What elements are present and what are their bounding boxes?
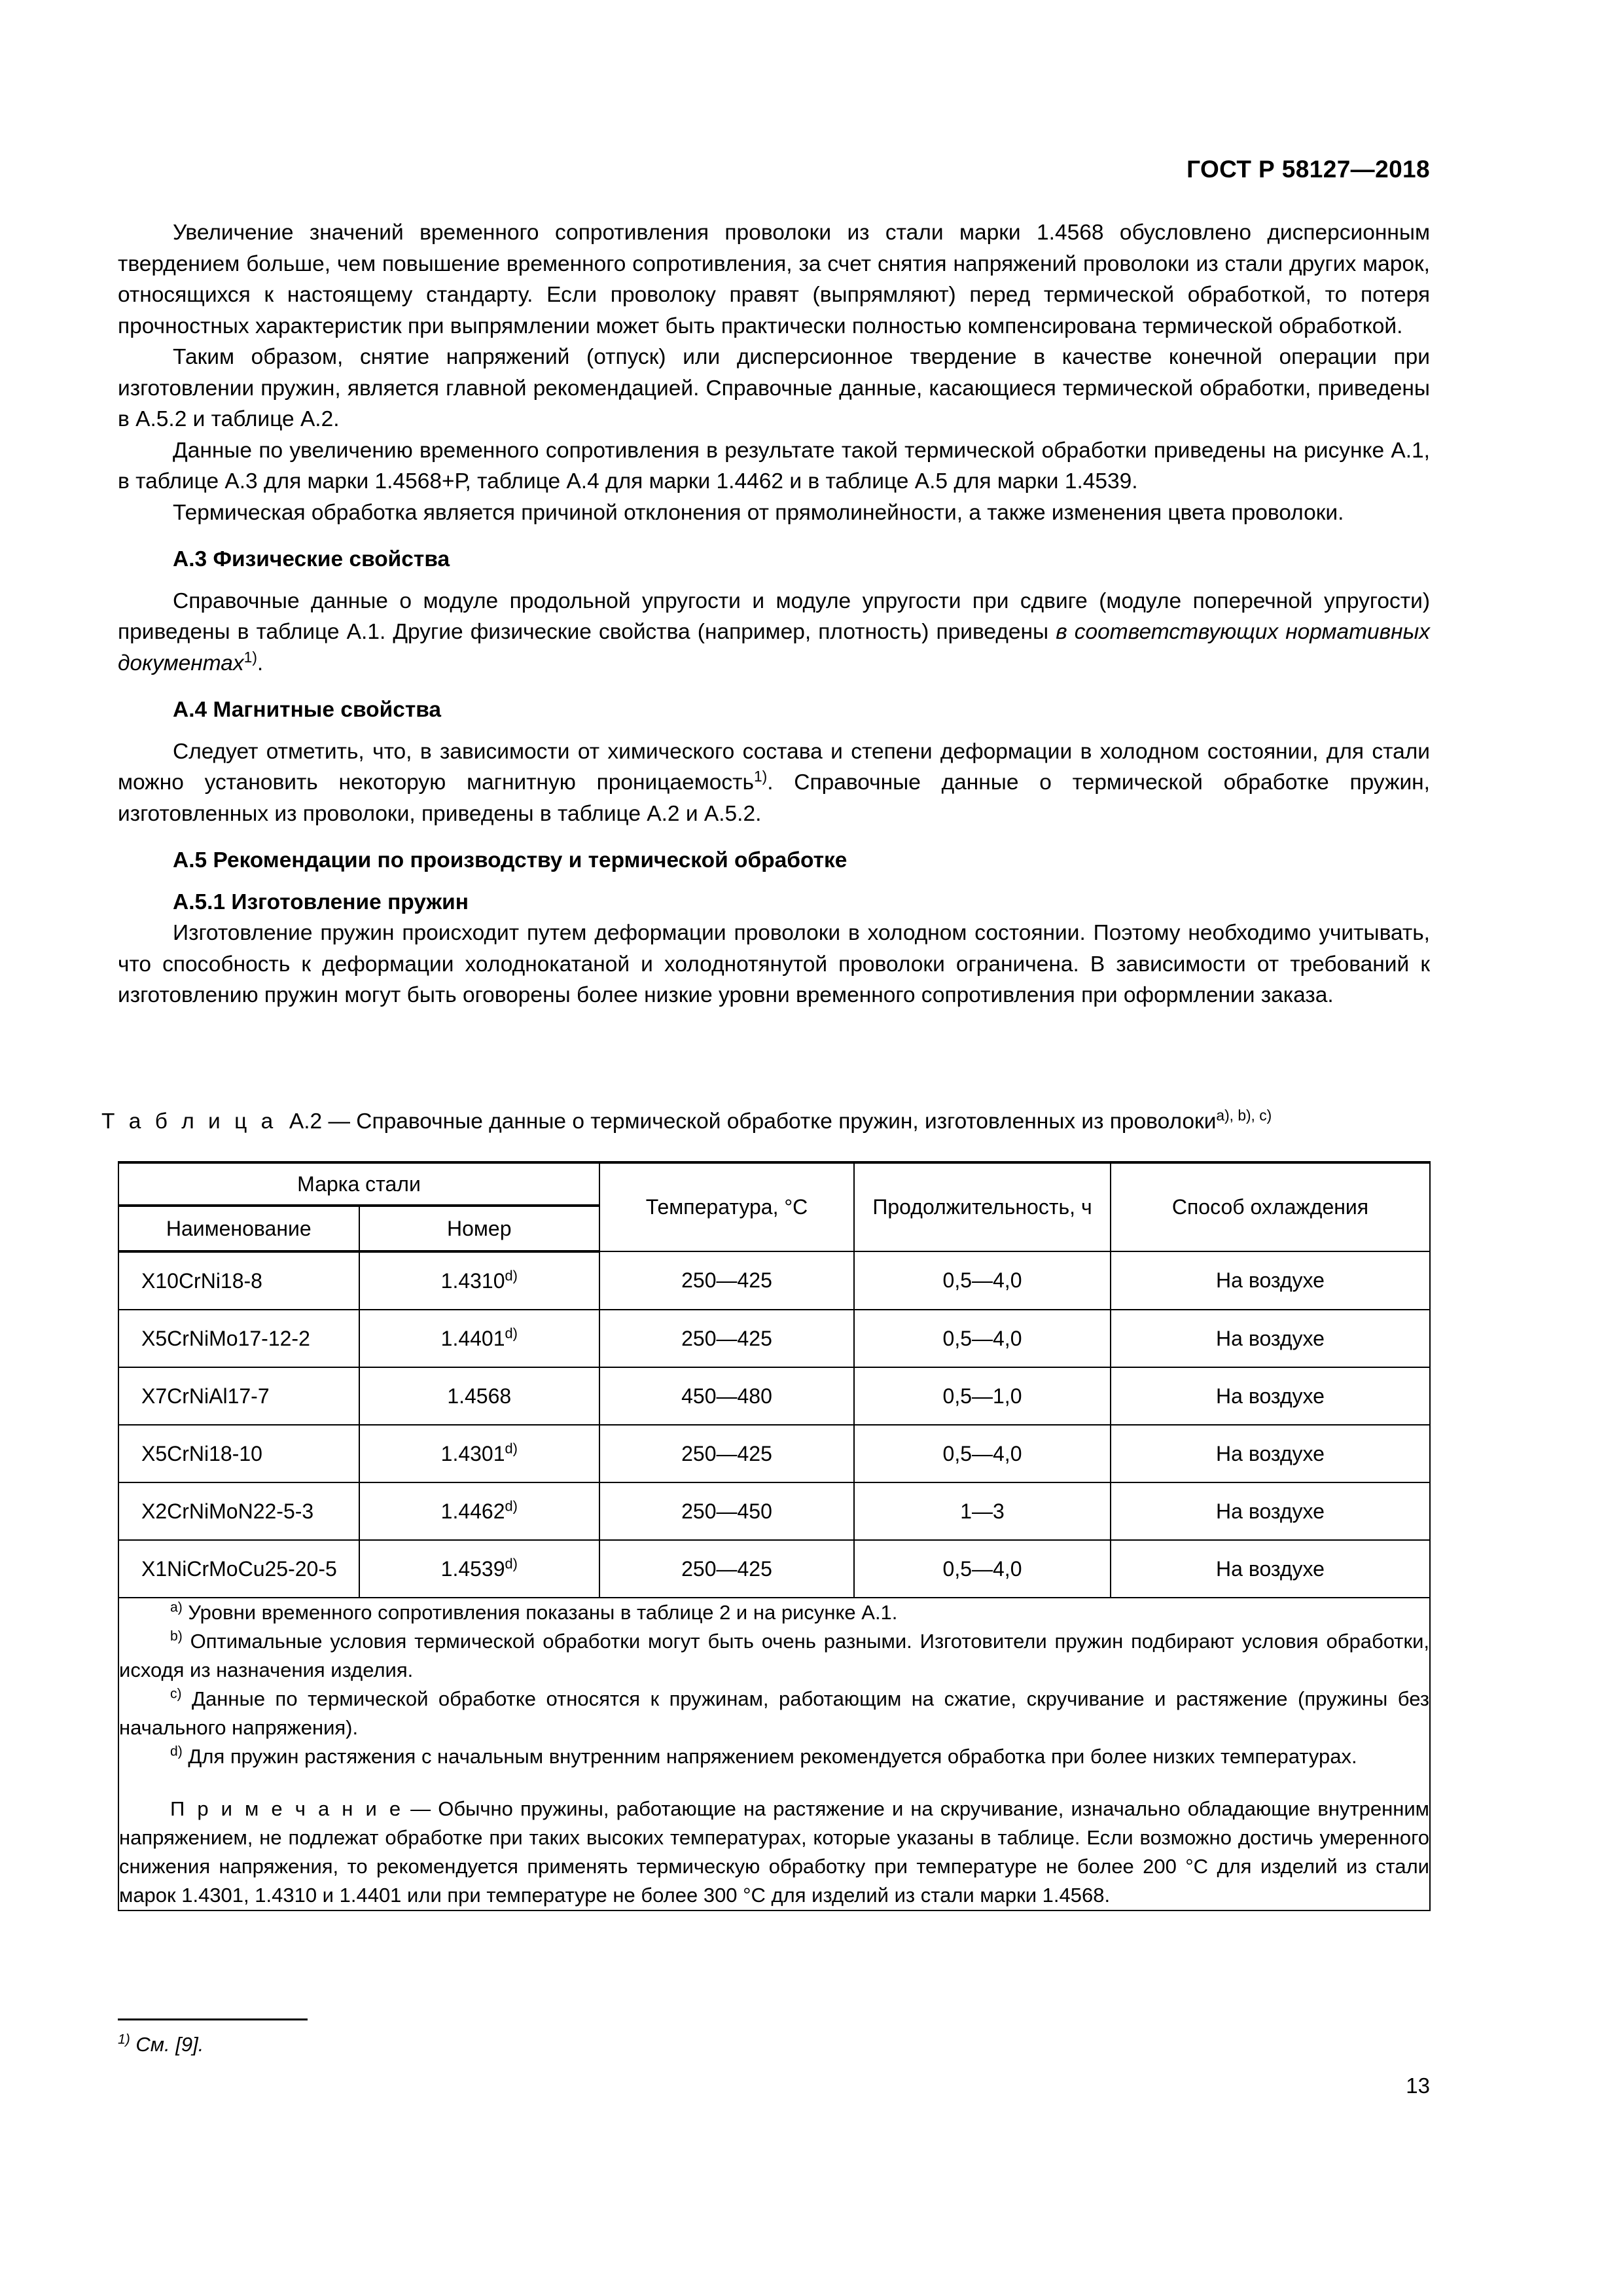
cell-cooling: На воздухе — [1111, 1425, 1430, 1482]
paragraph-3: Данные по увеличению временного сопротивления в результате такой термической обработки приведены на рисунке А.1, в таблице А.3 для марки 1.4568+Р, таблице А.4 для марки 1.4462 и в таблице А.5 для марки 1.4539. — [118, 438, 1430, 493]
cell-number-superscript: d) — [505, 1497, 518, 1514]
document-body — [118, 217, 1430, 1011]
cell-number — [359, 1367, 600, 1425]
footnote-text-a: Уровни временного сопротивления показаны в таблице 2 и на рисунке А.1. — [182, 1601, 898, 1624]
table-row — [118, 1425, 1430, 1482]
header-temperature: Температура, °С — [599, 1162, 854, 1251]
cell-number — [359, 1540, 600, 1598]
table-footnote-a — [119, 1598, 1429, 1627]
cell-number — [359, 1310, 600, 1367]
header-steel-grade: Марка стали — [118, 1162, 599, 1206]
table-head — [118, 1162, 1430, 1251]
page-footnote-marker: 1) — [118, 2032, 130, 2047]
table-footnote-d — [119, 1742, 1429, 1771]
table-caption-number: А.2 — [289, 1109, 323, 1134]
cell-number-value: 1.4539 — [440, 1556, 505, 1581]
cell-temperature: 250—425 — [599, 1540, 854, 1598]
header-number: Номер — [359, 1206, 600, 1251]
cell-duration: 0,5—4,0 — [854, 1310, 1111, 1367]
header-cooling: Способ охлаждения — [1111, 1162, 1430, 1251]
note-label: П р и м е ч а н и е — [170, 1797, 404, 1820]
cell-duration: 1—3 — [854, 1482, 1111, 1540]
cell-duration: 0,5—4,0 — [854, 1540, 1111, 1598]
cell-duration: 0,5—4,0 — [854, 1425, 1111, 1482]
cell-cooling: На воздухе — [1111, 1310, 1430, 1367]
spacer — [118, 876, 1430, 887]
spacer — [118, 829, 1430, 845]
a3-text-lead: Справочные данные о модуле продольной упругости и модуле упругости при сдвиге (модуле поперечной упругости) приведены в таблице А.1. Другие физические свойства (например, плотность) приведены — [118, 588, 1430, 644]
section-heading-a51: А.5.1 Изготовление пружин — [173, 889, 469, 914]
table-row — [118, 1310, 1430, 1367]
footnote-marker-d: d) — [170, 1744, 183, 1759]
cell-name: X10CrNi18-8 — [118, 1251, 359, 1310]
footnote-separator-rule — [118, 2018, 308, 2020]
cell-name: X1NiCrMoCu25-20-5 — [118, 1540, 359, 1598]
cell-temperature: 250—425 — [599, 1310, 854, 1367]
section-heading-a5: А.5 Рекомендации по производству и термической обработке — [173, 848, 847, 872]
paragraph-a3 — [118, 586, 1430, 679]
footnote-marker-b: b) — [170, 1628, 183, 1644]
table-caption-dash: — — [328, 1109, 350, 1134]
cell-number — [359, 1425, 600, 1482]
header-duration: Продолжительность, ч — [854, 1162, 1111, 1251]
a3-footnote-marker: 1) — [243, 648, 257, 666]
paragraph-a51: Изготовление пружин происходит путем деформации проволоки в холодном состоянии. Поэтому необходимо учитывать, что способность к деформации холоднокатаной и холоднотянутой проволоки ограничена. В зависимости от требований к изготовлению пружин могут быть оговорены более низкие уровни временного сопротивления при оформлении заказа. — [118, 921, 1430, 1007]
page-footnote-text: См. [9]. — [135, 2033, 204, 2056]
section-heading-a3: А.3 Физические свойства — [173, 547, 450, 571]
cell-number-value: 1.4310 — [440, 1268, 505, 1293]
cell-number-superscript: d) — [505, 1324, 518, 1341]
table-row — [118, 1367, 1430, 1425]
cell-number — [359, 1251, 600, 1310]
cell-number-value: 1.4301 — [440, 1441, 505, 1465]
cell-duration: 0,5—4,0 — [854, 1251, 1111, 1310]
cell-cooling: На воздухе — [1111, 1367, 1430, 1425]
table-caption-superscripts: a), b), c) — [1216, 1106, 1272, 1124]
cell-name: X5CrNiMo17-12-2 — [118, 1310, 359, 1367]
cell-cooling: На воздухе — [1111, 1482, 1430, 1540]
cell-number-superscript: d) — [505, 1266, 518, 1283]
spacer — [118, 679, 1430, 694]
spacer — [118, 528, 1430, 544]
note-dash: — — [403, 1797, 438, 1820]
table-row — [118, 1482, 1430, 1540]
cell-duration: 0,5—1,0 — [854, 1367, 1111, 1425]
cell-name: X7CrNiAl17-7 — [118, 1367, 359, 1425]
table-a2 — [118, 1161, 1431, 1911]
page-footnote — [118, 2033, 204, 2056]
table-a2-wrapper — [118, 1161, 1431, 1911]
cell-temperature: 250—425 — [599, 1425, 854, 1482]
page-number: 13 — [1406, 2073, 1430, 2098]
a3-text-italic: соответствующих нормативных документах — [118, 620, 1430, 675]
section-heading-a4: А.4 Магнитные свойства — [173, 698, 442, 722]
a4-text-part2: . Справочные данные о термической обработке пружин, изготовленных из проволоки, приведены в таблице А.2 и А.5.2. — [118, 770, 1430, 826]
table-note-primechanie — [119, 1795, 1429, 1910]
cell-name: X5CrNi18-10 — [118, 1425, 359, 1482]
cell-cooling: На воздухе — [1111, 1251, 1430, 1310]
cell-number — [359, 1482, 600, 1540]
cell-number-value: 1.4401 — [440, 1326, 505, 1350]
table-body — [118, 1251, 1430, 1910]
cell-number-superscript: d) — [505, 1439, 518, 1456]
spacer — [118, 726, 1430, 736]
paragraph-2: Таким образом, снятие напряжений (отпуск) или дисперсионное твердение в качестве конечной операции при изготовлении пружин, является главной рекомендацией. Справочные данные, касающиеся термической обработки, приведены в А.5.2 и таблице А.2. — [118, 345, 1430, 431]
a3-text-tail: . — [257, 651, 264, 675]
note-text: Обычно пружины, работающие на растяжение и на скручивание, изначально обладающие внутренним напряжением, не подлежат обработке при таких высоких температурах, которые указаны в таблице. Если возможно достичь умеренного снижения напряжения, то рекомендуется применять термическую обработку при температуре не более 200 °С для изделий из стали марок 1.4301, 1.4310 и 1.4401 или при температуре не более 300 °С для изделий из стали марки 1.4568. — [119, 1797, 1429, 1907]
paragraph-4: Термическая обработка является причиной отклонения от прямолинейности, а также изменения цвета проволоки. — [173, 500, 1344, 525]
cell-temperature: 450—480 — [599, 1367, 854, 1425]
paragraph-1: Увеличение значений временного сопротивления проволоки из стали марки 1.4568 обусловлено дисперсионным твердением больше, чем повышение временного сопротивления, за счет снятия напряжений проволоки из стали других марок, относящихся к настоящему стандарту. Если проволоку правят (выпрямляют) перед термической обработкой, то потеря прочностных характеристик при выпрямлении может быть практически полностью компенсирована термической обработкой. — [118, 221, 1430, 338]
table-row — [118, 1251, 1430, 1310]
table-notes-row — [118, 1598, 1430, 1910]
table-caption-label: Т а б л и ц а — [101, 1109, 277, 1134]
footnote-text-b: Оптимальные условия термической обработки могут быть очень разными. Изготовители пружин подбирают условия обработки, исходя из назначения изделия. — [119, 1630, 1429, 1681]
cell-temperature: 250—425 — [599, 1251, 854, 1310]
footnote-marker-c: c) — [170, 1686, 182, 1702]
a3-text-italic-prefix: в — [1056, 620, 1075, 644]
table-row — [118, 1540, 1430, 1598]
table-caption — [101, 1107, 1272, 1136]
table-caption-text: Справочные данные о термической обработке пружин, изготовленных из проволоки — [356, 1109, 1217, 1134]
cell-number-value: 1.4462 — [440, 1499, 505, 1523]
table-footnote-c — [119, 1685, 1429, 1742]
footnote-text-c: Данные по термической обработке относятся к пружинам, работающим на сжатие, скручивание и растяжение (пружины без начального напряжения). — [119, 1687, 1429, 1739]
footnote-marker-a: a) — [170, 1600, 183, 1615]
header-name: Наименование — [118, 1206, 359, 1251]
cell-name: X2CrNiMoN22-5-3 — [118, 1482, 359, 1540]
a4-text-part1: Следует отметить, что, в зависимости от химического состава и степени деформации в холодном состоянии, для стали можно установить некоторую магнитную проницаемость — [118, 739, 1430, 795]
paragraph-a4 — [118, 736, 1430, 830]
cell-number-value: 1.4568 — [447, 1384, 512, 1408]
table-footnote-b — [119, 1627, 1429, 1685]
footnote-text-d: Для пружин растяжения с начальным внутренним напряжением рекомендуется обработка при более низких температурах. — [182, 1745, 1357, 1768]
page-header-standard-number: ГОСТ Р 58127—2018 — [1186, 156, 1430, 183]
cell-temperature: 250—450 — [599, 1482, 854, 1540]
cell-cooling: На воздухе — [1111, 1540, 1430, 1598]
cell-number-superscript: d) — [505, 1554, 518, 1571]
spacer — [119, 1771, 1429, 1795]
spacer — [118, 575, 1430, 586]
table-header-row-top — [118, 1162, 1430, 1206]
table-notes-cell — [118, 1598, 1430, 1910]
a4-footnote-marker: 1) — [753, 767, 768, 785]
